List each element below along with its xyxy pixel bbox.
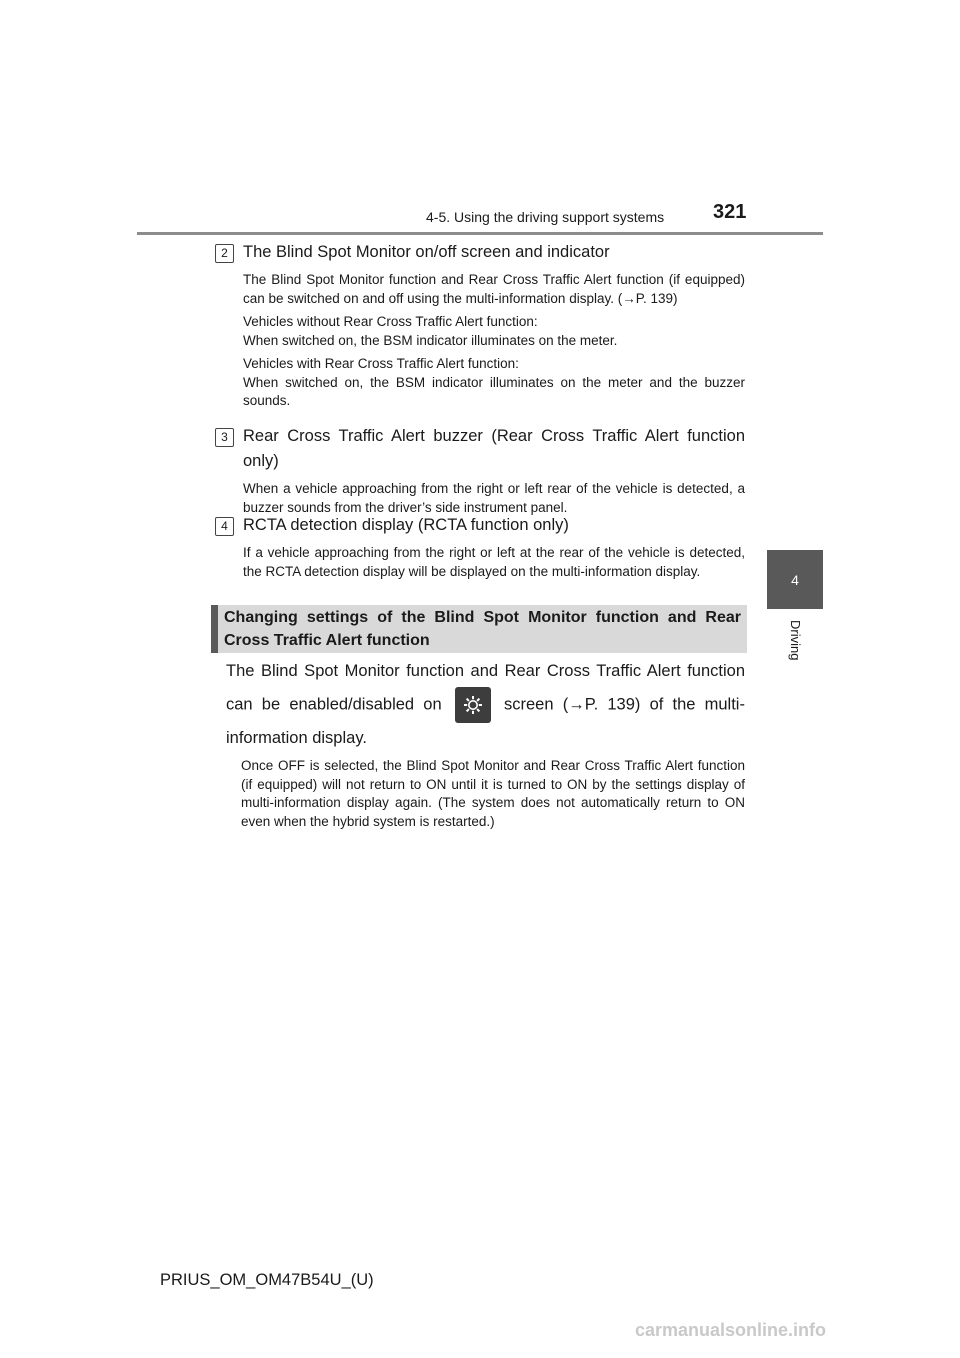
item-paragraph: The Blind Spot Monitor function and Rear Cross Traffic Alert function (if equipped) can be switched on and off using the multi-information display. (→P. 139) <box>243 272 745 306</box>
page-number: 321 <box>713 201 747 223</box>
item-paragraph: When switched on, the BSM indicator illuminates on the meter. <box>243 332 618 348</box>
item-paragraph: Vehicles with Rear Cross Traffic Alert function: <box>243 356 519 371</box>
chapter-number: 4 <box>791 571 799 588</box>
section-title: Changing settings of the Blind Spot Monitor function and Rear Cross Traffic Alert function <box>224 609 741 649</box>
header-divider <box>137 232 823 235</box>
watermark: carmanualsonline.info <box>635 1320 827 1340</box>
item-number-badge: 4 <box>215 517 234 536</box>
item-number-badge: 3 <box>215 428 234 447</box>
item-body <box>243 271 745 411</box>
item-paragraph: Vehicles without Rear Cross Traffic Alert function: <box>243 314 538 329</box>
list-item <box>215 513 745 586</box>
section-banner <box>211 605 747 653</box>
item-title: The Blind Spot Monitor on/off screen and indicator <box>243 243 610 261</box>
settings-paragraph <box>226 656 745 754</box>
gear-icon <box>455 687 491 723</box>
item-number-badge: 2 <box>215 244 234 263</box>
paragraph-text: screen (→P. 139) of the multi-information display. <box>226 695 745 747</box>
item-body <box>243 544 745 581</box>
running-header: 4-5. Using the driving support systems <box>426 209 665 225</box>
item-paragraph: When switched on, the BSM indicator illuminates on the meter and the buzzer sounds. <box>243 374 745 408</box>
document-code: PRIUS_OM_OM47B54U_(U) <box>160 1271 374 1289</box>
item-body <box>243 480 745 517</box>
chapter-tab <box>767 550 823 609</box>
list-item <box>215 424 745 522</box>
list-item <box>215 240 745 416</box>
item-paragraph: If a vehicle approaching from the right or left at the rear of the vehicle is detected, the RCTA detection display will be displayed on the multi-information display. <box>243 545 745 579</box>
item-title: Rear Cross Traffic Alert buzzer (Rear Cross Traffic Alert function only) <box>243 427 745 470</box>
item-title: RCTA detection display (RCTA function only) <box>243 516 569 534</box>
item-paragraph: When a vehicle approaching from the right or left rear of the vehicle is detected, a buzzer sounds from the driver’s side instrument panel. <box>243 481 745 515</box>
chapter-label: Driving <box>788 620 803 661</box>
note-text: Once OFF is selected, the Blind Spot Monitor and Rear Cross Traffic Alert function (if equipped) will not return to ON until it is turned to ON by the settings display of multi-information display again. (The system does not automatically return to ON even when the hybrid system is restarted.) <box>241 758 745 829</box>
paragraph-text: The Blind Spot Monitor function and Rear Cross Traffic Alert function can be enabled/disabled on <box>226 662 745 714</box>
